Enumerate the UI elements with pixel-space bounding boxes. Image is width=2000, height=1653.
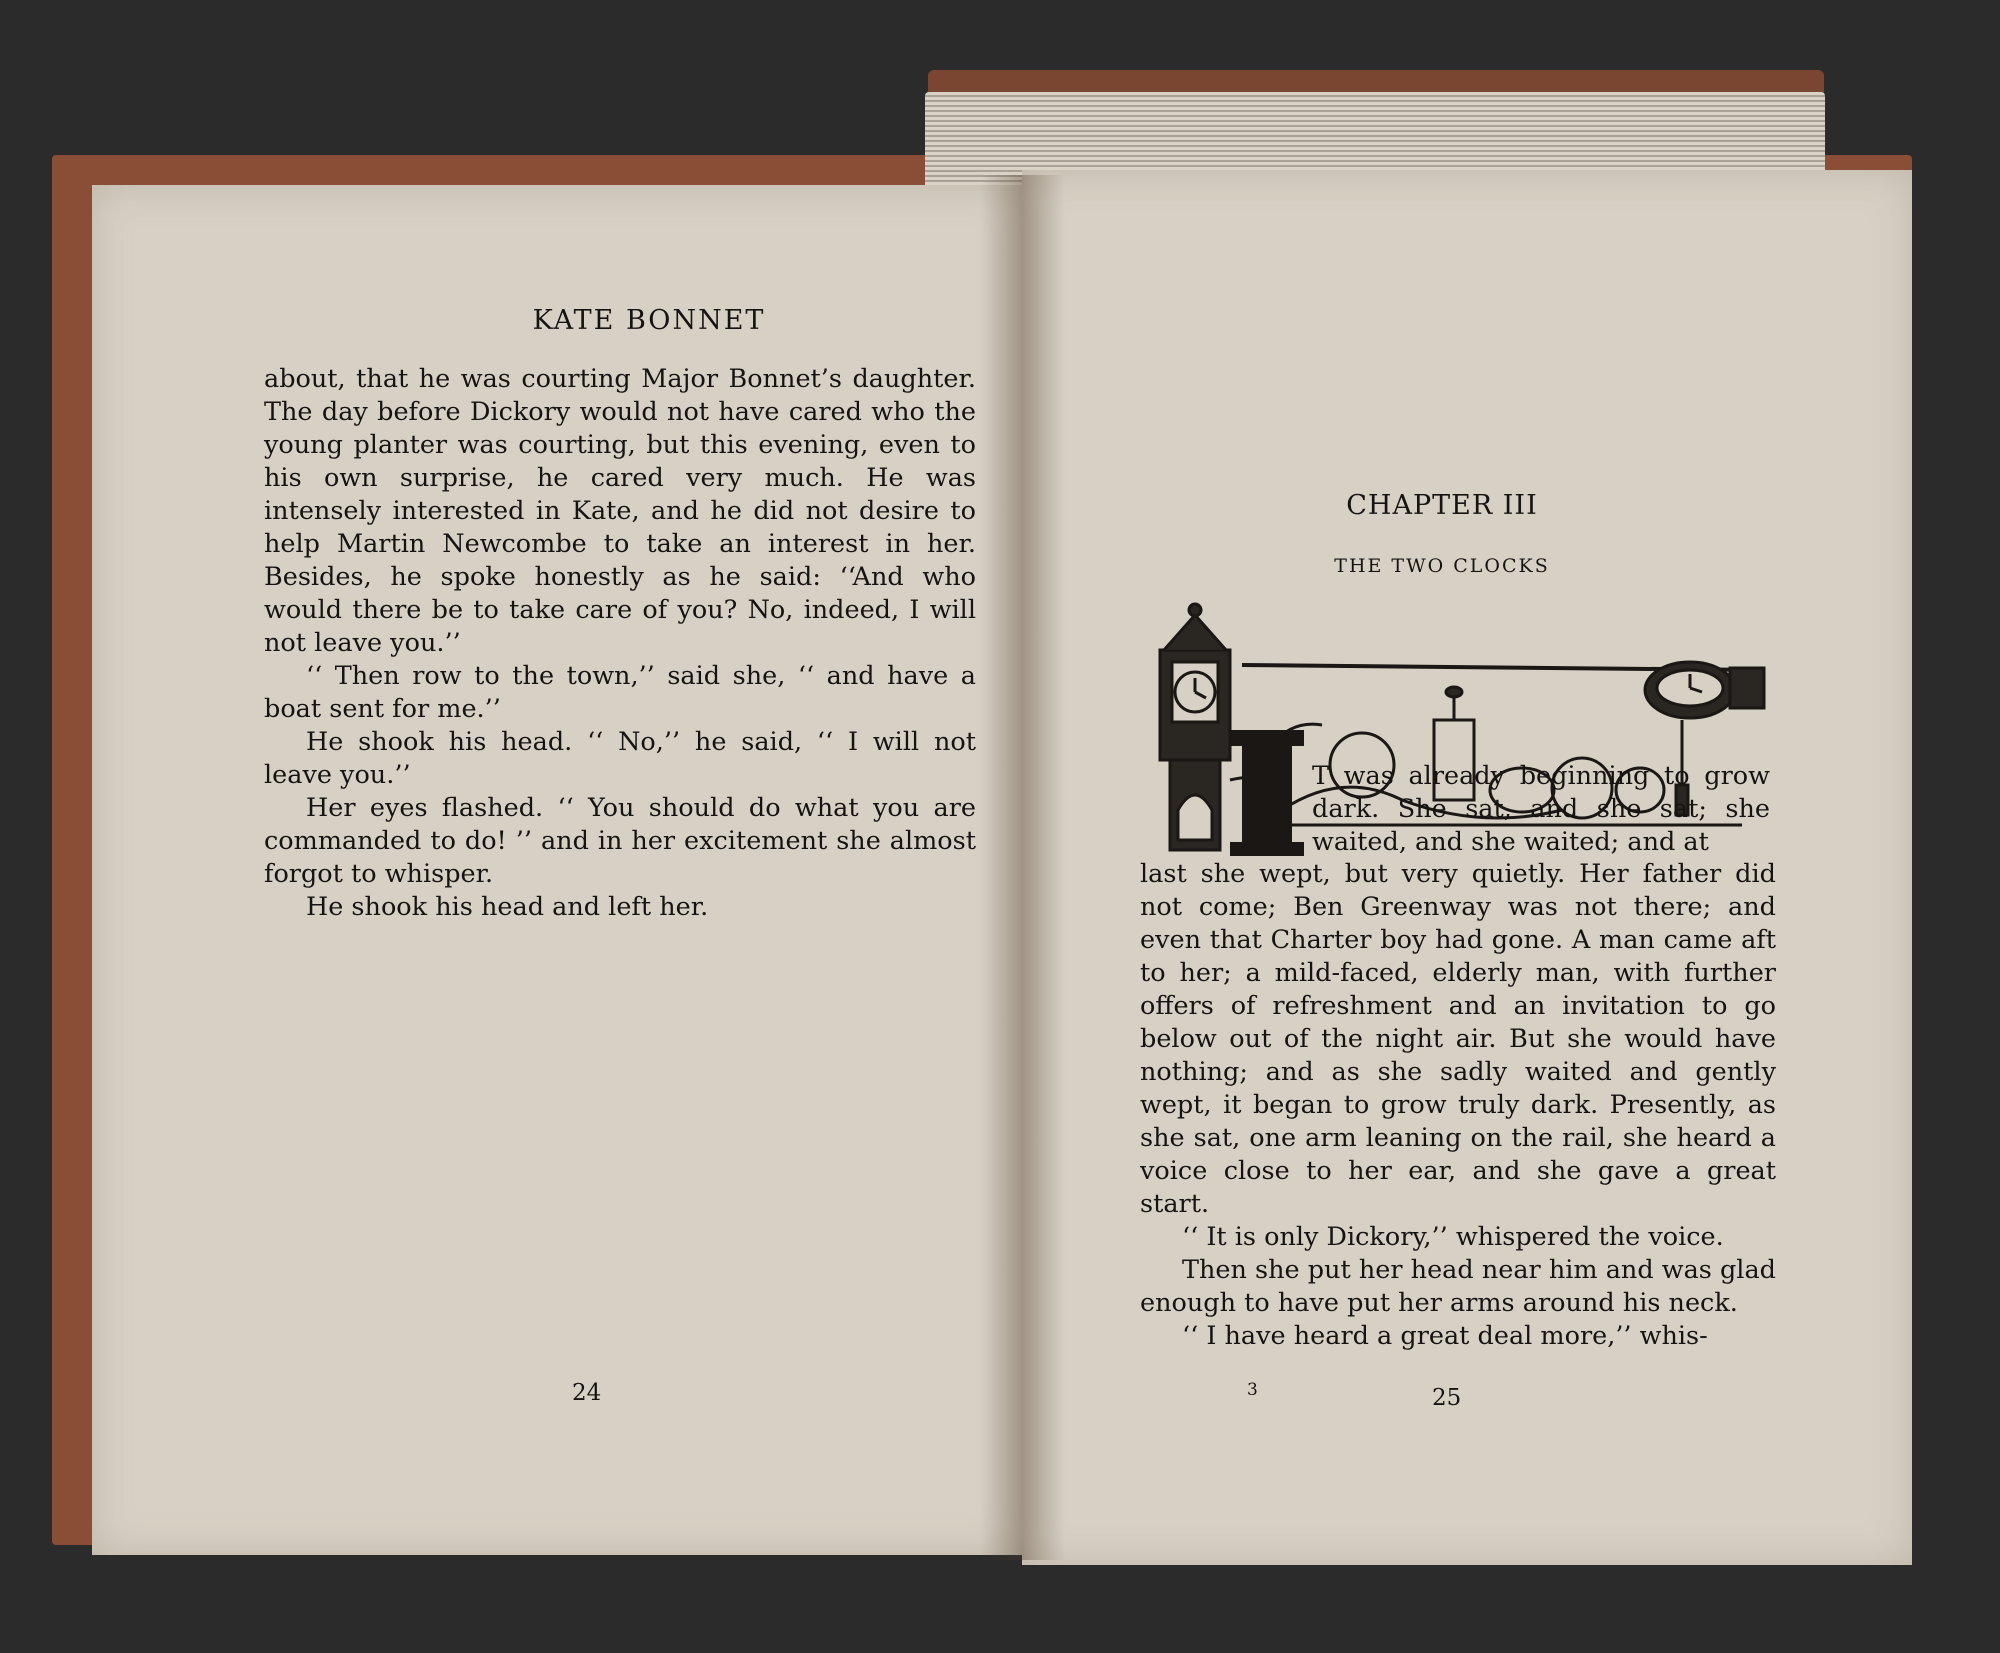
paragraph: He shook his head. ‘‘ No,’’ he said, ‘‘ I will not leave you.’’ [264, 727, 976, 790]
page-number: 25 [1432, 1385, 1462, 1411]
left-page [92, 185, 1022, 1555]
right-page-text [1140, 858, 1776, 1353]
right-page [1022, 170, 1912, 1565]
paragraph: Then she put her head near him and was glad enough to have put her arms around his neck. [1140, 1255, 1776, 1318]
chapter-title: CHAPTER III [1346, 490, 1538, 521]
paragraph: ‘‘ I have heard a great deal more,’’ whis- [1182, 1321, 1708, 1351]
paragraph: He shook his head and left her. [306, 892, 709, 922]
chapter-opening-text: T was already beginning to grow dark. She sat, and she sat; she waited, and she waited; and at [1312, 761, 1770, 857]
running-head: KATE BONNET [532, 305, 766, 336]
paragraph: last she wept, but very quietly. Her father did not come; Ben Greenway was not there; and even that Charter boy had gone. A man came aft to her; a mild-faced, elderly man, with further offers of refreshment and an invitation to go below out of the night air. But she would have nothing; and as she sadly waited and gently wept, it began to grow truly dark. Presently, as she sat, one arm leaning on the rail, she heard a voice close to her ear, and she gave a great start. [1140, 859, 1776, 1219]
chapter-subtitle: THE TWO CLOCKS [1334, 555, 1550, 577]
page-number: 24 [572, 1380, 602, 1406]
signature-mark: 3 [1247, 1380, 1258, 1400]
left-page-text [264, 363, 976, 924]
paragraph: ‘‘ It is only Dickory,’’ whispered the voice. [1182, 1222, 1724, 1252]
paragraph: Her eyes flashed. ‘‘ You should do what you are commanded to do! ’’ and in her excitement she almost forgot to whisper. [264, 793, 976, 889]
paragraph: about, that he was courting Major Bonnet’s daughter. The day before Dickory would not have cared who the young planter was courting, but this evening, even to his own surprise, he cared very much. He was intensely interested in Kate, and he did not desire to help Martin Newcombe to take an interest in her. Besides, he spoke honestly as he said: ‘‘And who would there be to take care of you? No, indeed, I will not leave you.’’ [264, 364, 976, 658]
paragraph: ‘‘ Then row to the town,’’ said she, ‘‘ and have a boat sent for me.’’ [264, 661, 976, 724]
